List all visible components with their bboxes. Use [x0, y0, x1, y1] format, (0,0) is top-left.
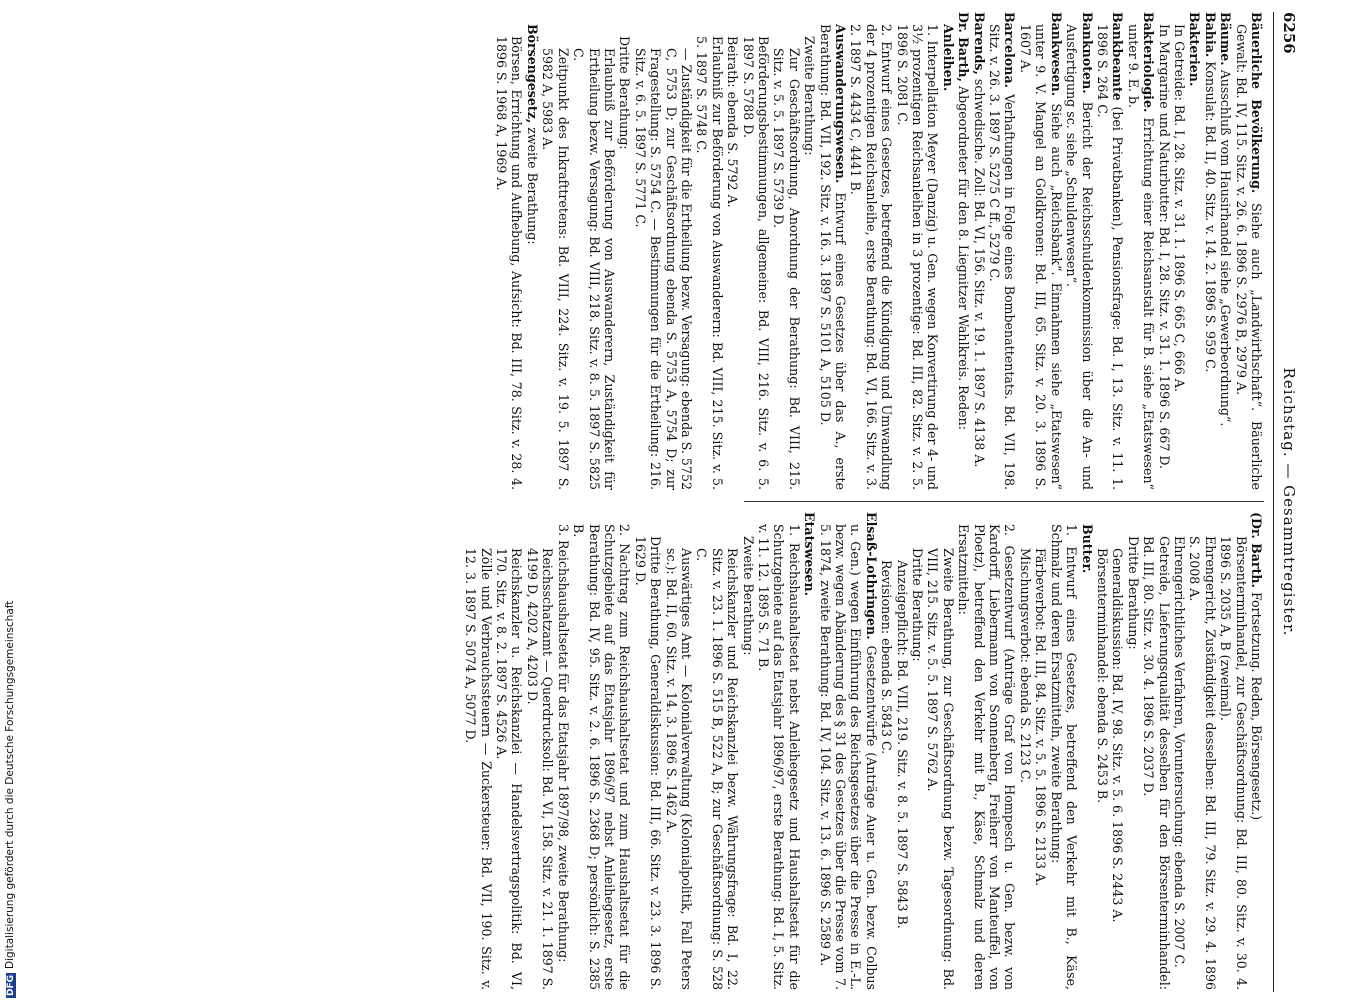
register-entry: [494, 12, 525, 490]
register-entry: [1048, 512, 1079, 990]
entry-keyword: Elsaß-Lothringen.: [863, 512, 879, 640]
entry-text: Zweite Berathung, zur Geschäftsordnung bezw. Tagesordnung: Bd. VIII, 215. Sitz. v. 5. 5. 1897 S. 5762 A.: [925, 548, 956, 990]
entry-text: Ehrengericht, Zuständigkeit desselben: Bd. III, 79. Sitz. v. 29. 4. 1896 S. 2008 A.: [1187, 536, 1218, 990]
entry-text: Zeitpunkt des Inkrafttretens: Bd. VIII, 224. Sitz. v. 19. 5. 1897 S. 5982 A, 5983 A.: [540, 48, 571, 490]
left-column: [494, 12, 1264, 490]
column-divider: [744, 501, 1264, 502]
register-entry: [617, 12, 632, 490]
entry-keyword: Bakteriologie.: [1141, 12, 1157, 113]
register-entry: [540, 12, 571, 490]
entry-text: Beförderungsbestimmungen, allgemeine: Bd. VIII, 216. Sitz. v. 6. 5. 1897 S. 5788 D.: [740, 36, 771, 490]
entry-text: In Margarine und Naturbutter: Bd. I, 28. Sitz. v. 31. 1. 1896 S. 667 D.: [1156, 24, 1172, 470]
register-entry: [1218, 512, 1249, 990]
register-entry: [894, 12, 940, 490]
register-entry: [894, 512, 909, 990]
entry-text: Generaldiskussion: Bd. IV, 98. Sitz. v. 5. 6. 1896 S. 2443 A.: [1110, 548, 1126, 923]
entry-text: Ehrengerichtliches Verfahren, Voruntersuchung: ebenda S. 2007 C.: [1171, 536, 1187, 968]
register-entry: [694, 512, 740, 990]
register-entry: [1125, 512, 1140, 990]
entry-keyword: Banknoten.: [1079, 12, 1095, 94]
register-entry: [1141, 512, 1172, 990]
entry-text: Reichskanzler u. Reichskanzlei — Handelsvertragspolitik: Bd. VI, 170. Sitz. v. 8. 2. 1897 S. 4526 A.: [494, 548, 525, 990]
register-entry: [971, 12, 986, 490]
entry-text: Entwurf eines Gesetzes über das A., erste Berathung: Bd. VII, 192. Sitz. v. 16. 3. 1897 S. 5101 A, 5105 D.: [817, 24, 849, 490]
register-entry: [1064, 12, 1095, 490]
entry-text: Getreide, Lieferungsqualität desselben für den Börsenterminhandel: Bd. III, 80. Sitz. v. 30. 4. 1896 S. 2037 D.: [1141, 536, 1172, 990]
entry-keyword: Bäuerliche Bevölkerung.: [1249, 12, 1264, 194]
register-entry: [525, 512, 556, 990]
entry-text: — Zuständigkeit für die Ertheilung bezw. Versagung: ebenda S. 5752 C, 5753 D; zur Geschäftsordnung ebenda S. 5753 A, 5754 D; zur Fragestellung: S. 5754 C. — Bestimmungen für die Ertheilung: 216. Sitz. v. 6. 5. 1897 S. 5771 C.: [632, 48, 694, 490]
register-entry: [817, 512, 879, 990]
entry-text: Börsen, Errichtung und Aufhebung, Aufsicht: Bd. III, 78. Sitz. v. 28. 4. 1896 S. 1968 A, 1969 A.: [494, 36, 525, 490]
entry-text: 2. Entwurf eines Gesetzes, betreffend die Kündigung und Umwandlung der 4 prozentigen Reichsanleihe, erste Berathung: Bd. VI, 166. Sitz. v. 3. 2. 1897 S. 4434 C, 4441 B.: [848, 24, 895, 490]
register-entry: [1125, 12, 1156, 490]
entry-keyword: Barcelona.: [1002, 12, 1018, 89]
entry-text: 2. Nachtrag zum Reichshaushaltsetat und zum Haushaltsetat für die Schutzgebiete auf das Etatsjahr 1896/97 nebst Anleihegesetz, erste Berathung: Bd. IV, 95. Sitz. v. 2. 6. 1896 S. 2368 D; persönlich: S. 2385 B.: [571, 524, 633, 990]
entry-text: Erlaubniß zur Beförderung von Auswanderern, Zuständigkeit für Ertheilung bezw. Versagung: Bd. VIII, 218. Sitz. v. 8. 5. 1897 S. 5825 C.: [571, 48, 617, 490]
entry-keyword: Barends,: [971, 12, 987, 75]
register-entry: [1249, 512, 1264, 990]
register-entry: [817, 12, 848, 490]
entry-keyword: Bankwesen.: [1048, 12, 1064, 97]
entry-text: 1. Reichshaushaltsetat nebst Anleihegesetz und Haushaltsetat für die Schutzgebiete auf das Etatsjahr 1896/97, erste Berathung: Bd. I, 5. Sitz. v. 11. 12. 1895 S. 71 B.: [756, 524, 802, 990]
register-entry: [879, 512, 894, 990]
entry-text: zweite Berathung:: [524, 123, 540, 245]
register-entry: [1233, 12, 1264, 490]
entry-text: Beirath: ebenda S. 5792 A.: [725, 36, 741, 208]
entry-text: 1. Entwurf eines Gesetzes, betreffend den Verkehr mit B., Käse, Schmalz und deren Ersatzmitteln, zweite Berathung:: [1048, 524, 1080, 990]
register-entry: [756, 512, 802, 990]
dfg-logo: DFG: [6, 974, 16, 996]
entry-text: Anzeigepflicht: Bd. VIII, 219. Sitz. v. 8. 5. 1897 S. 5843 B.: [894, 560, 910, 929]
entry-text: Siehe auch „Landwirthschaft“. Bäuerliche Gewalt: Bd. IV, 115. Sitz. v. 26. 6. 1896 S. 2976 B, 2979 A.: [1233, 24, 1264, 490]
register-entry: [925, 512, 956, 990]
register-entry: [940, 12, 955, 490]
right-column: [463, 512, 1264, 990]
entry-text: 2. Gesetzentwurf (Anträge Graf von Hompesch u. Gen. bezw. von Kardorff, Liebermann von Sonnenberg, Freiherr von Manteuffel, von Ploetz), betreffend den Verkehr mit B., Käse, Schmalz und deren Ersatzmitteln:: [956, 524, 1018, 990]
entry-text: Revisionen: ebenda S. 5843 C.: [879, 560, 895, 755]
register-entry: [1187, 12, 1202, 490]
register-entry: [525, 12, 540, 490]
register-entry: [632, 12, 694, 490]
entry-text: Konsulat: Bd. II, 40. Sitz. v. 14. 2. 1896 S. 959 C.: [1202, 57, 1218, 373]
entry-text: Reichsschatzamt — Querdrucksoll: Bd. VI, 158. Sitz. v. 21. 1. 1897 S. 4199 D, 4202 A, 4203 D.: [524, 548, 556, 990]
register-entry: [1156, 12, 1171, 490]
entry-text: Bericht der Reichsschuldenkommission über die An- und Ausfertigung sc. siehe „Schuldenwesen“.: [1064, 24, 1095, 490]
entry-text: Ausschluß vom Hausirhandel siehe „Gewerbeordnung“.: [1218, 65, 1234, 427]
register-entry: [694, 12, 725, 490]
register-entry: [1018, 512, 1033, 990]
entry-text: Zölle und Verbrauchssteuern — Zuckersteuer: Bd. VII, 190. Sitz. v. 12. 3. 1897 S. 5074 A, 5077 D.: [463, 548, 494, 990]
entry-keyword: Anleihen.: [940, 24, 956, 92]
entry-keyword: Etatswesen.: [802, 512, 818, 596]
entry-keyword: Dr. Barth,: [956, 12, 972, 82]
entry-text: In Getreide: Bd. I, 28. Sitz. v. 31. 1. 1896 S. 665 C, 666 A.: [1171, 24, 1187, 392]
register-entry: [1218, 12, 1233, 490]
register-entry: [987, 12, 1018, 490]
entry-text: Erlaubniß zur Beförderung von Auswanderern: Bd. VIII, 215. Sitz. v. 5. 5. 1897 S. 5748 C.: [694, 36, 725, 490]
entry-text: Errichtung einer Reichsanstalt für B. siehe „Etatswesen“ unter 9. E. b.: [1125, 24, 1157, 490]
register-entry: [771, 12, 802, 490]
entry-text: Verhaftungen in Folge eines Bombenattentats. Bd. VII, 198. Sitz. v. 26. 3. 1897 S. 5275 C ff., 5279 C.: [987, 24, 1018, 490]
register-entry: [956, 12, 971, 490]
entry-text: Siehe auch „Reichsbank“. Einnahmen siehe „Etatswesen“ unter 9. V. Mangel an Goldkronen: Bd. III, 65. Sitz. v. 20. 3. 1896 S. 1607 A.: [1017, 24, 1064, 490]
register-entry: [740, 512, 755, 990]
register-entry: [494, 512, 525, 990]
register-entry: [571, 512, 633, 990]
entry-keyword: Börsengesetz,: [524, 24, 540, 124]
register-entry: [463, 512, 494, 990]
entry-keyword: Bankbeamte: [1110, 12, 1126, 101]
register-entry: [1033, 512, 1048, 990]
register-entry: [848, 12, 894, 490]
entry-text: Börsenterminhandel: ebenda S. 2453 B.: [1094, 548, 1110, 804]
entry-text: Zweite Berathung:: [802, 36, 818, 156]
entry-text: Zur Geschäftsordnung, Anordnung der Berathung: Bd. VIII, 215. Sitz. v. 5. 5. 1897 S. 5739 D.: [771, 48, 802, 490]
entry-keyword: Auswanderungswesen.: [833, 24, 849, 184]
register-entry: [1202, 12, 1217, 490]
register-entry: [740, 12, 771, 490]
entry-text: Mischungsverbot: ebenda S. 2123 C.: [1017, 548, 1033, 783]
entry-text: Auswärtiges Amt — Kolonialverwaltung (Kolonialpolitik, Fall Peters sc.): Bd. II, 60. Sitz. v. 14. 3. 1896 S. 1462 A.: [663, 548, 694, 990]
register-entry: [1172, 512, 1187, 990]
entry-text: Börsenterminhandel, zur Geschäftsordnung: Bd. III, 80. Sitz. v. 30. 4. 1896 S. 2035 A, B (zweimal).: [1218, 536, 1249, 990]
footer-text: Digitalisierung gefördert durch die Deutsche Forschungsgemeinschaft: [4, 600, 16, 969]
entry-text: 3. Reichshaushaltsetat für das Etatsjahr 1897/98, zweite Berathung:: [555, 524, 571, 963]
register-entry: [663, 512, 694, 990]
register-entry: [555, 512, 570, 990]
entry-text: Färbeverbot: Bd. III, 84. Sitz. v. 5. 5. 1896 S. 2133 A.: [1033, 548, 1049, 887]
register-entry: [571, 12, 617, 490]
register-entry: [910, 512, 925, 990]
entry-keyword: Bahia.: [1202, 12, 1218, 58]
page-header: [1273, 12, 1300, 992]
register-entry: [1095, 512, 1110, 990]
entry-text: Dritte Berathung:: [910, 548, 926, 662]
register-entry: [1110, 512, 1125, 990]
footer-credit: [4, 0, 18, 998]
entry-text: Reichskanzler und Reichskanzlei bezw. Währungsfrage: Bd. I, 22. Sitz. v. 23. 1. 1896 S. 515 B, 522 A, B; zur Geschäftsordnung: S. 528 C.: [694, 548, 741, 990]
register-entry: [632, 512, 663, 990]
register-entry: [1079, 512, 1094, 990]
rotated-register-page: [60, 12, 1300, 992]
register-entry: [802, 512, 817, 990]
entry-text: schwedische. Zoll: Bd. VI, 156. Sitz. v. 19. 1. 1897 S. 4138 A.: [971, 74, 987, 468]
register-entry: [1187, 512, 1218, 990]
entry-text: Dritte Berathung, Generaldiskussion: Bd. III, 66. Sitz. v. 23. 3. 1896 S. 1629 D.: [632, 536, 664, 990]
entry-text: Gesetzentwürfe (Anträge Auer u. Gen. bezw. Colbus u. Gen.) wegen Einführung des Reichsgesetzes über die Presse in E.-L. bezw. wegen Abänderung des § 31 des Gesetzes über die Presse vom 7. 5. 1874, zweite Berathung: Bd. IV, 104. Sitz. v. 13. 6. 1896 S. 2589 A.: [817, 524, 879, 990]
entry-keyword: (Dr. Barth.: [1249, 512, 1264, 588]
entry-text: Fortsetzung. Reden, Börsengesetz.): [1249, 587, 1264, 821]
entry-keyword: Bäume.: [1218, 12, 1234, 66]
entry-keyword: Butter.: [1079, 524, 1095, 574]
page-number: 6256: [1280, 12, 1298, 54]
entry-text: Zweite Berathung:: [740, 536, 756, 656]
register-entry: [802, 12, 817, 490]
entry-text: 1. Interpellation Meyer (Danzig) u. Gen. wegen Konvertirung der 4- und 3½ prozentigen Reichsanleihen in 3 prozentige: Bd. III, 82. Sitz. v. 2. 5. 1896 S. 2081 C.: [894, 24, 941, 490]
register-entry: [1095, 12, 1126, 490]
register-entry: [1018, 12, 1064, 490]
register-entry: [1172, 12, 1187, 490]
register-entry: [956, 512, 1018, 990]
page-title: Reichstag. — Gesammtregister.: [1280, 367, 1298, 637]
entry-keyword: Bakterien.: [1187, 12, 1203, 87]
entry-text: Dritte Berathung:: [617, 36, 633, 150]
entry-text: Dritte Berathung:: [1125, 536, 1141, 650]
entry-text: Abgeordneter für den 8. Liegnitzer Wahlkreis. Reden:: [956, 81, 972, 430]
entry-text: (bei Privatbanken), Pensionsfrage: Bd. I, 13. Sitz. v. 11. 1. 1896 S. 264 C.: [1094, 24, 1126, 490]
register-entry: [725, 12, 740, 490]
